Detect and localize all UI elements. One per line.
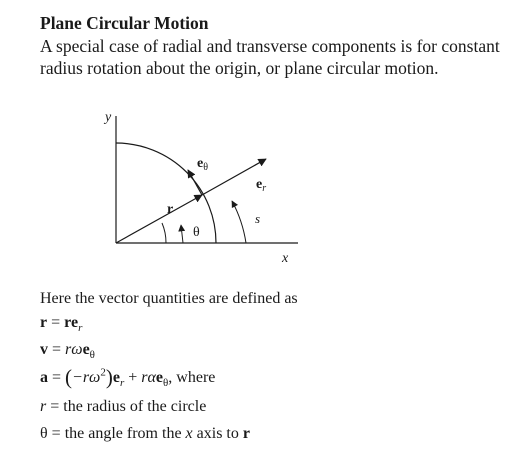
- y-axis-label: y: [105, 110, 112, 125]
- arc-length-label: s: [255, 211, 261, 226]
- intro-paragraph: A special case of radial and transverse components is for constant radius rotation about the origin, or plane circular motion.: [40, 36, 500, 78]
- unit-theta-vector: [188, 170, 202, 195]
- angle-label: θ: [193, 225, 200, 240]
- angle-definition: θ = the angle from the x axis to r: [40, 425, 250, 442]
- x-axis-label: x: [282, 251, 289, 266]
- position-vector-line: [116, 195, 202, 243]
- acceleration-equation: $a = (-r\omega^2)e_r + r\alpha e_\theta$, where: [40, 365, 216, 390]
- section-title: Plane Circular Motion: [40, 13, 209, 33]
- position-vector-label: r: [167, 202, 174, 217]
- theta-angle-arc: [162, 223, 166, 243]
- definitions-intro: Here the vector quantities are defined as: [40, 290, 298, 307]
- radius-definition: r = the radius of the circle: [40, 398, 207, 415]
- unit-r-label: $e_r$: [256, 177, 267, 194]
- theta-angle-arrow: [181, 225, 183, 243]
- position-equation: $r = re_r$: [40, 314, 83, 335]
- velocity-equation: v = rωe$_\theta$: [40, 341, 95, 362]
- arc-length-arc: [232, 201, 246, 243]
- unit-theta-label: $e_\theta$: [197, 156, 209, 173]
